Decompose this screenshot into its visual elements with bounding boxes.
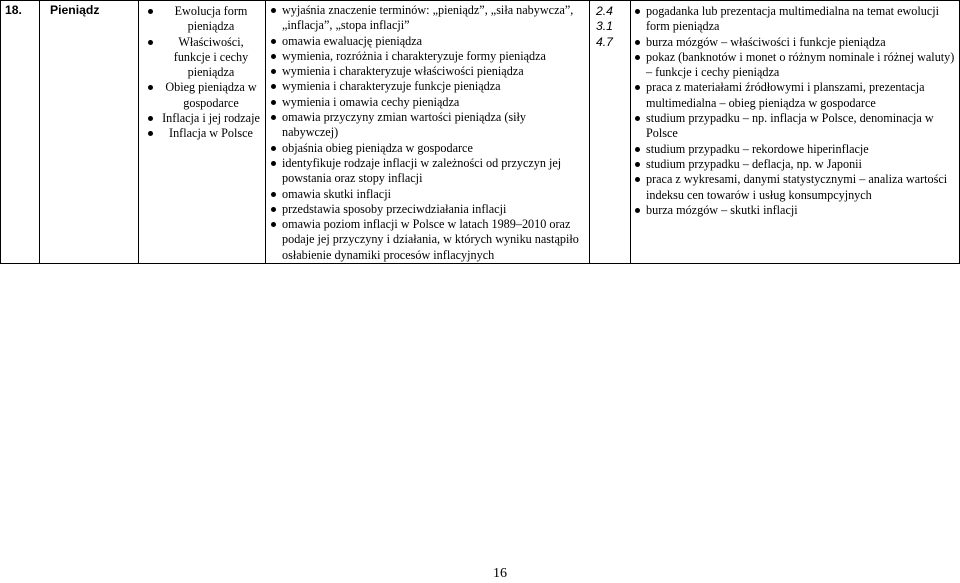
lesson-number: 18.	[5, 3, 22, 17]
curriculum-code: 3.1	[596, 19, 613, 34]
topic-cell	[40, 1, 139, 264]
methods-cell	[631, 1, 960, 264]
requirement-item: wymienia i omawia cechy pieniądza	[266, 95, 585, 110]
requirement-item: przedstawia sposoby przeciwdziałania inflacji	[266, 202, 585, 217]
method-item: burza mózgów – skutki inflacji	[631, 203, 955, 218]
content-item: Inflacja i jej rodzaje	[139, 111, 263, 126]
content-item: Inflacja w Polsce	[139, 126, 263, 141]
method-item: studium przypadku – np. inflacja w Polsce, denominacja w Polsce	[631, 111, 955, 142]
requirement-item: wymienia i charakteryzuje właściwości pieniądza	[266, 64, 585, 79]
requirement-item: omawia skutki inflacji	[266, 187, 585, 202]
content-cell	[139, 1, 266, 264]
method-item: pokaz (banknotów i monet o różnym nominale i różnej waluty) – funkcje i cechy pieniądza	[631, 50, 955, 81]
method-item: pogadanka lub prezentacja multimedialna na temat ewolucji form pieniądza	[631, 4, 955, 35]
curriculum-codes-cell	[590, 1, 631, 264]
method-item: praca z wykresami, danymi statystycznymi – analiza wartości indeksu cen towarów i usług konsumpcyjnych	[631, 172, 955, 203]
requirement-item: wymienia, rozróżnia i charakteryzuje formy pieniądza	[266, 49, 585, 64]
requirements-cell	[266, 1, 590, 264]
curriculum-table	[0, 0, 960, 264]
lesson-number-cell	[1, 1, 40, 264]
content-item: Właściwości, funkcje i cechy pieniądza	[139, 35, 263, 81]
content-list	[139, 1, 265, 142]
content-item: Ewolucja form pieniądza	[139, 4, 263, 35]
requirement-item: omawia ewaluację pieniądza	[266, 34, 585, 49]
curriculum-code: 2.4	[596, 4, 613, 18]
curriculum-code: 4.7	[596, 34, 613, 49]
requirement-item: omawia poziom inflacji w Polsce w latach 1989–2010 oraz podaje jej przyczyny i działania, w których wyniku nastąpiło osłabienie dynamiki procesów inflacyjnych	[266, 217, 585, 263]
requirement-item: wymienia i charakteryzuje funkcje pieniądza	[266, 79, 585, 94]
content-item: Obieg pieniądza w gospodarce	[139, 80, 263, 111]
requirement-item: omawia przyczyny zmian wartości pieniądza (siły nabywczej)	[266, 110, 585, 141]
table-row	[1, 1, 960, 264]
method-item: studium przypadku – deflacja, np. w Japonii	[631, 157, 955, 172]
method-item: studium przypadku – rekordowe hiperinflacje	[631, 142, 955, 157]
methods-list	[631, 1, 959, 218]
requirement-item: objaśnia obieg pieniądza w gospodarce	[266, 141, 585, 156]
requirements-list	[266, 1, 589, 263]
method-item: praca z materiałami źródłowymi i planszami, prezentacja multimedialna – obieg pieniądza w gospodarce	[631, 80, 955, 111]
topic-title: Pieniądz	[50, 3, 100, 17]
requirement-item: identyfikuje rodzaje inflacji w zależności od przyczyn jej powstania oraz stopy inflacji	[266, 156, 585, 187]
requirement-item: wyjaśnia znaczenie terminów: „pieniądz”, „siła nabywcza”, „inflacja”, „stopa inflacji”	[266, 3, 585, 34]
method-item: burza mózgów – właściwości i funkcje pieniądza	[631, 35, 955, 50]
page-number: 16	[493, 566, 507, 581]
